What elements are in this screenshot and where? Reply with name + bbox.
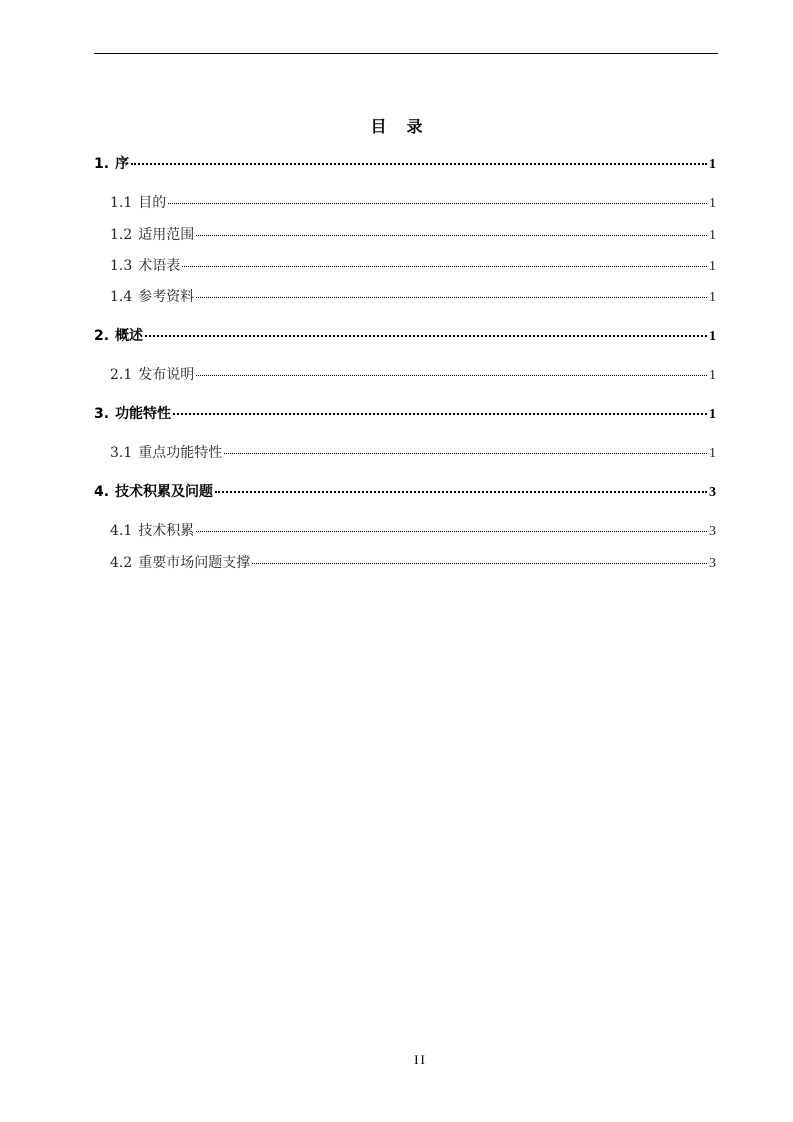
toc-entry-label: 术语表: [138, 258, 181, 274]
toc-entry-1-3[interactable]: [94, 255, 716, 275]
toc-entry-number: 4.1: [110, 523, 133, 539]
toc-entry-page: 3: [709, 485, 716, 500]
toc-entry-page: 1: [709, 329, 716, 344]
toc-entry-page: 1: [709, 228, 716, 243]
toc-entry-page: 1: [709, 368, 716, 383]
toc-entry-2-1[interactable]: [94, 364, 716, 384]
toc-entry-number: 4.2: [110, 555, 133, 571]
toc-entry-page: 1: [709, 196, 716, 211]
toc-title: [0, 114, 793, 137]
toc-title-char-2: 录: [406, 117, 423, 136]
toc-title-char-1: 目: [370, 117, 387, 136]
toc-dot-leader: [173, 413, 707, 415]
toc-dot-leader: [196, 375, 707, 376]
toc-dot-leader: [196, 235, 707, 236]
toc-entry-1-4[interactable]: [94, 286, 716, 306]
toc-entry-label: 参考资料: [138, 289, 195, 305]
toc-entry-label: 概述: [115, 328, 144, 344]
toc-entry-number: 4.: [94, 484, 110, 500]
toc-dot-leader: [168, 203, 707, 204]
toc-dot-leader: [252, 563, 707, 564]
toc-dot-leader: [196, 297, 707, 298]
toc-entry-page: 1: [709, 407, 716, 422]
toc-entry-page: 3: [709, 556, 716, 571]
footer-page-number: II: [414, 1052, 427, 1067]
toc-entry-3[interactable]: [94, 403, 716, 423]
toc-entry-number: 2.: [94, 328, 110, 344]
toc-entry-label: 重点功能特性: [138, 445, 223, 461]
toc-entry-4[interactable]: [94, 481, 716, 501]
toc-entry-page: 3: [709, 524, 716, 539]
toc-entry-1[interactable]: [94, 153, 716, 173]
toc-dot-leader: [215, 491, 707, 493]
toc-entry-number: 2.1: [110, 367, 133, 383]
toc-entry-label: 技术积累: [138, 523, 195, 539]
toc-entry-number: 1.1: [110, 195, 133, 211]
toc-entry-label: 发布说明: [138, 367, 195, 383]
toc-entry-1-2[interactable]: [94, 224, 716, 244]
toc-entry-number: 3.: [94, 406, 110, 422]
header-rule: [94, 53, 718, 54]
toc-entry-label: 技术积累及问题: [115, 484, 214, 500]
toc-entry-label: 重要市场问题支撑: [138, 555, 251, 571]
toc-entry-3-1[interactable]: [94, 442, 716, 462]
toc-entry-1-1[interactable]: [94, 192, 716, 212]
toc-dot-leader: [131, 163, 707, 165]
toc-dot-leader: [182, 266, 707, 267]
toc-entry-label: 序: [115, 156, 130, 172]
toc-dot-leader: [196, 531, 707, 532]
toc-entry-page: 1: [709, 157, 716, 172]
toc-entry-number: 3.1: [110, 445, 133, 461]
toc-entry-2[interactable]: [94, 325, 716, 345]
toc-entry-page: 1: [709, 446, 716, 461]
toc-entry-label: 功能特性: [115, 406, 172, 422]
toc-entry-number: 1.3: [110, 258, 133, 274]
toc-entry-page: 1: [709, 290, 716, 305]
toc-entry-number: 1.4: [110, 289, 133, 305]
toc-entry-label: 适用范围: [138, 227, 195, 243]
toc-dot-leader: [145, 335, 707, 337]
toc-entry-number: 1.: [94, 156, 110, 172]
toc-dot-leader: [224, 453, 707, 454]
toc-entry-page: 1: [709, 259, 716, 274]
toc-entry-4-2[interactable]: [94, 552, 716, 572]
toc-entry-4-1[interactable]: [94, 520, 716, 540]
toc-entry-label: 目的: [138, 195, 167, 211]
toc-entry-number: 1.2: [110, 227, 133, 243]
